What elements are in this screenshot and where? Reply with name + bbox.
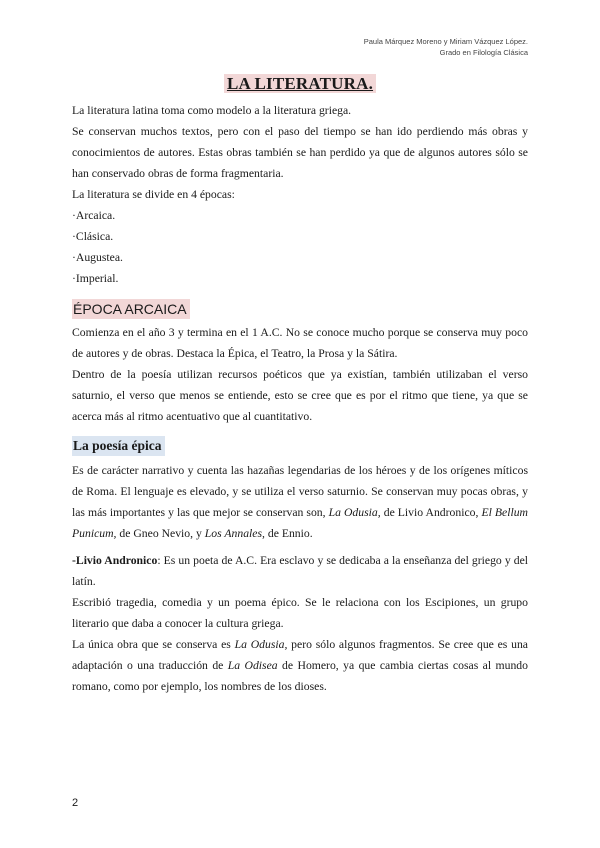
arcaica-paragraph-2: Dentro de la poesía utilizan recursos poéticos que ya existían, también utilizaban el verso saturnio, el verso que menos se entiende, esto se cree que es por el ritmo que tiene, ya que se acerca más al ritmo acentuativo que al cuantitativo. bbox=[72, 368, 528, 423]
epica-paragraph-1: Es de carácter narrativo y cuenta las hazañas legendarias de los héroes y de los orígenes míticos de Roma. El lenguaje es elevado, y se utiliza el verso saturnio. Se conservan muy pocas obras, y las más importantes y las que mejor se conservan son, La Odusia, de Livio Andronico, El Bellum Punicum, de Gneo Nevio, y Los Annales, de Ennio. bbox=[72, 464, 528, 540]
author-name: -Livio Andronico bbox=[72, 554, 158, 567]
intro-paragraph-3: La literatura se divide en 4 épocas: bbox=[72, 188, 235, 201]
intro-paragraph-2: Se conservan muchos textos, pero con el paso del tiempo se han ido perdiendo más obras y conocimientos de autores. Estas obras también se han perdido ya que de algunos autores sólo se han conservado obras de forma fragmentaria. bbox=[72, 125, 528, 180]
page-header bbox=[364, 36, 528, 58]
title-text: LA LITERATURA. bbox=[224, 74, 376, 93]
poesia-epica-body bbox=[72, 460, 528, 697]
epoca-arcaica-body bbox=[72, 322, 528, 427]
epica-paragraph-3: Escribió tragedia, comedia y un poema épico. Se le relaciona con los Escipiones, un grupo literario que daba a conocer la cultura griega. bbox=[72, 596, 528, 630]
epica-paragraph-2: -Livio Andronico: Es un poeta de A.C. Era esclavo y se dedicaba a la enseñanza del griego y del latín. bbox=[72, 554, 528, 588]
work-title: La Odisea bbox=[227, 659, 278, 672]
section-heading: ÉPOCA ARCAICA bbox=[72, 299, 190, 319]
arcaica-paragraph-1: Comienza en el año 3 y termina en el 1 A.C. No se conoce mucho porque se conserva muy poco de autores y de obras. Destaca la Épica, el Teatro, la Prosa y la Sátira. bbox=[72, 326, 528, 360]
epica-paragraph-4: La única obra que se conserva es La Odusia, pero sólo algunos fragmentos. Se cree que es una adaptación o una traducción de La Odisea de Homero, ya que cambia ciertas cosas al mundo romano, como por ejemplo, los nombres de los dioses. bbox=[72, 638, 528, 693]
epoch-item: ·Imperial. bbox=[72, 272, 119, 285]
work-title: El Bellum Punicum, bbox=[72, 506, 528, 540]
subsection-poesia-epica bbox=[72, 436, 528, 457]
intro-section bbox=[72, 100, 528, 289]
work-title: La Odusia, bbox=[234, 638, 288, 651]
subsection-heading: La poesía épica bbox=[72, 436, 165, 456]
intro-paragraph-1: La literatura latina toma como modelo a la literatura griega. bbox=[72, 104, 352, 117]
header-degree: Grado en Filología Clásica bbox=[439, 48, 528, 57]
epoch-item: ·Augustea. bbox=[72, 251, 123, 264]
epoch-item: ·Arcaica. bbox=[72, 209, 116, 222]
work-title: Los Annales, bbox=[204, 527, 265, 540]
epoch-item: ·Clásica. bbox=[72, 230, 114, 243]
section-epoca-arcaica bbox=[72, 299, 528, 321]
document-title bbox=[0, 74, 600, 94]
work-title: La Odusia, bbox=[328, 506, 381, 519]
page-number: 2 bbox=[72, 797, 79, 809]
header-authors: Paula Márquez Moreno y Miriam Vázquez López. bbox=[363, 37, 528, 46]
